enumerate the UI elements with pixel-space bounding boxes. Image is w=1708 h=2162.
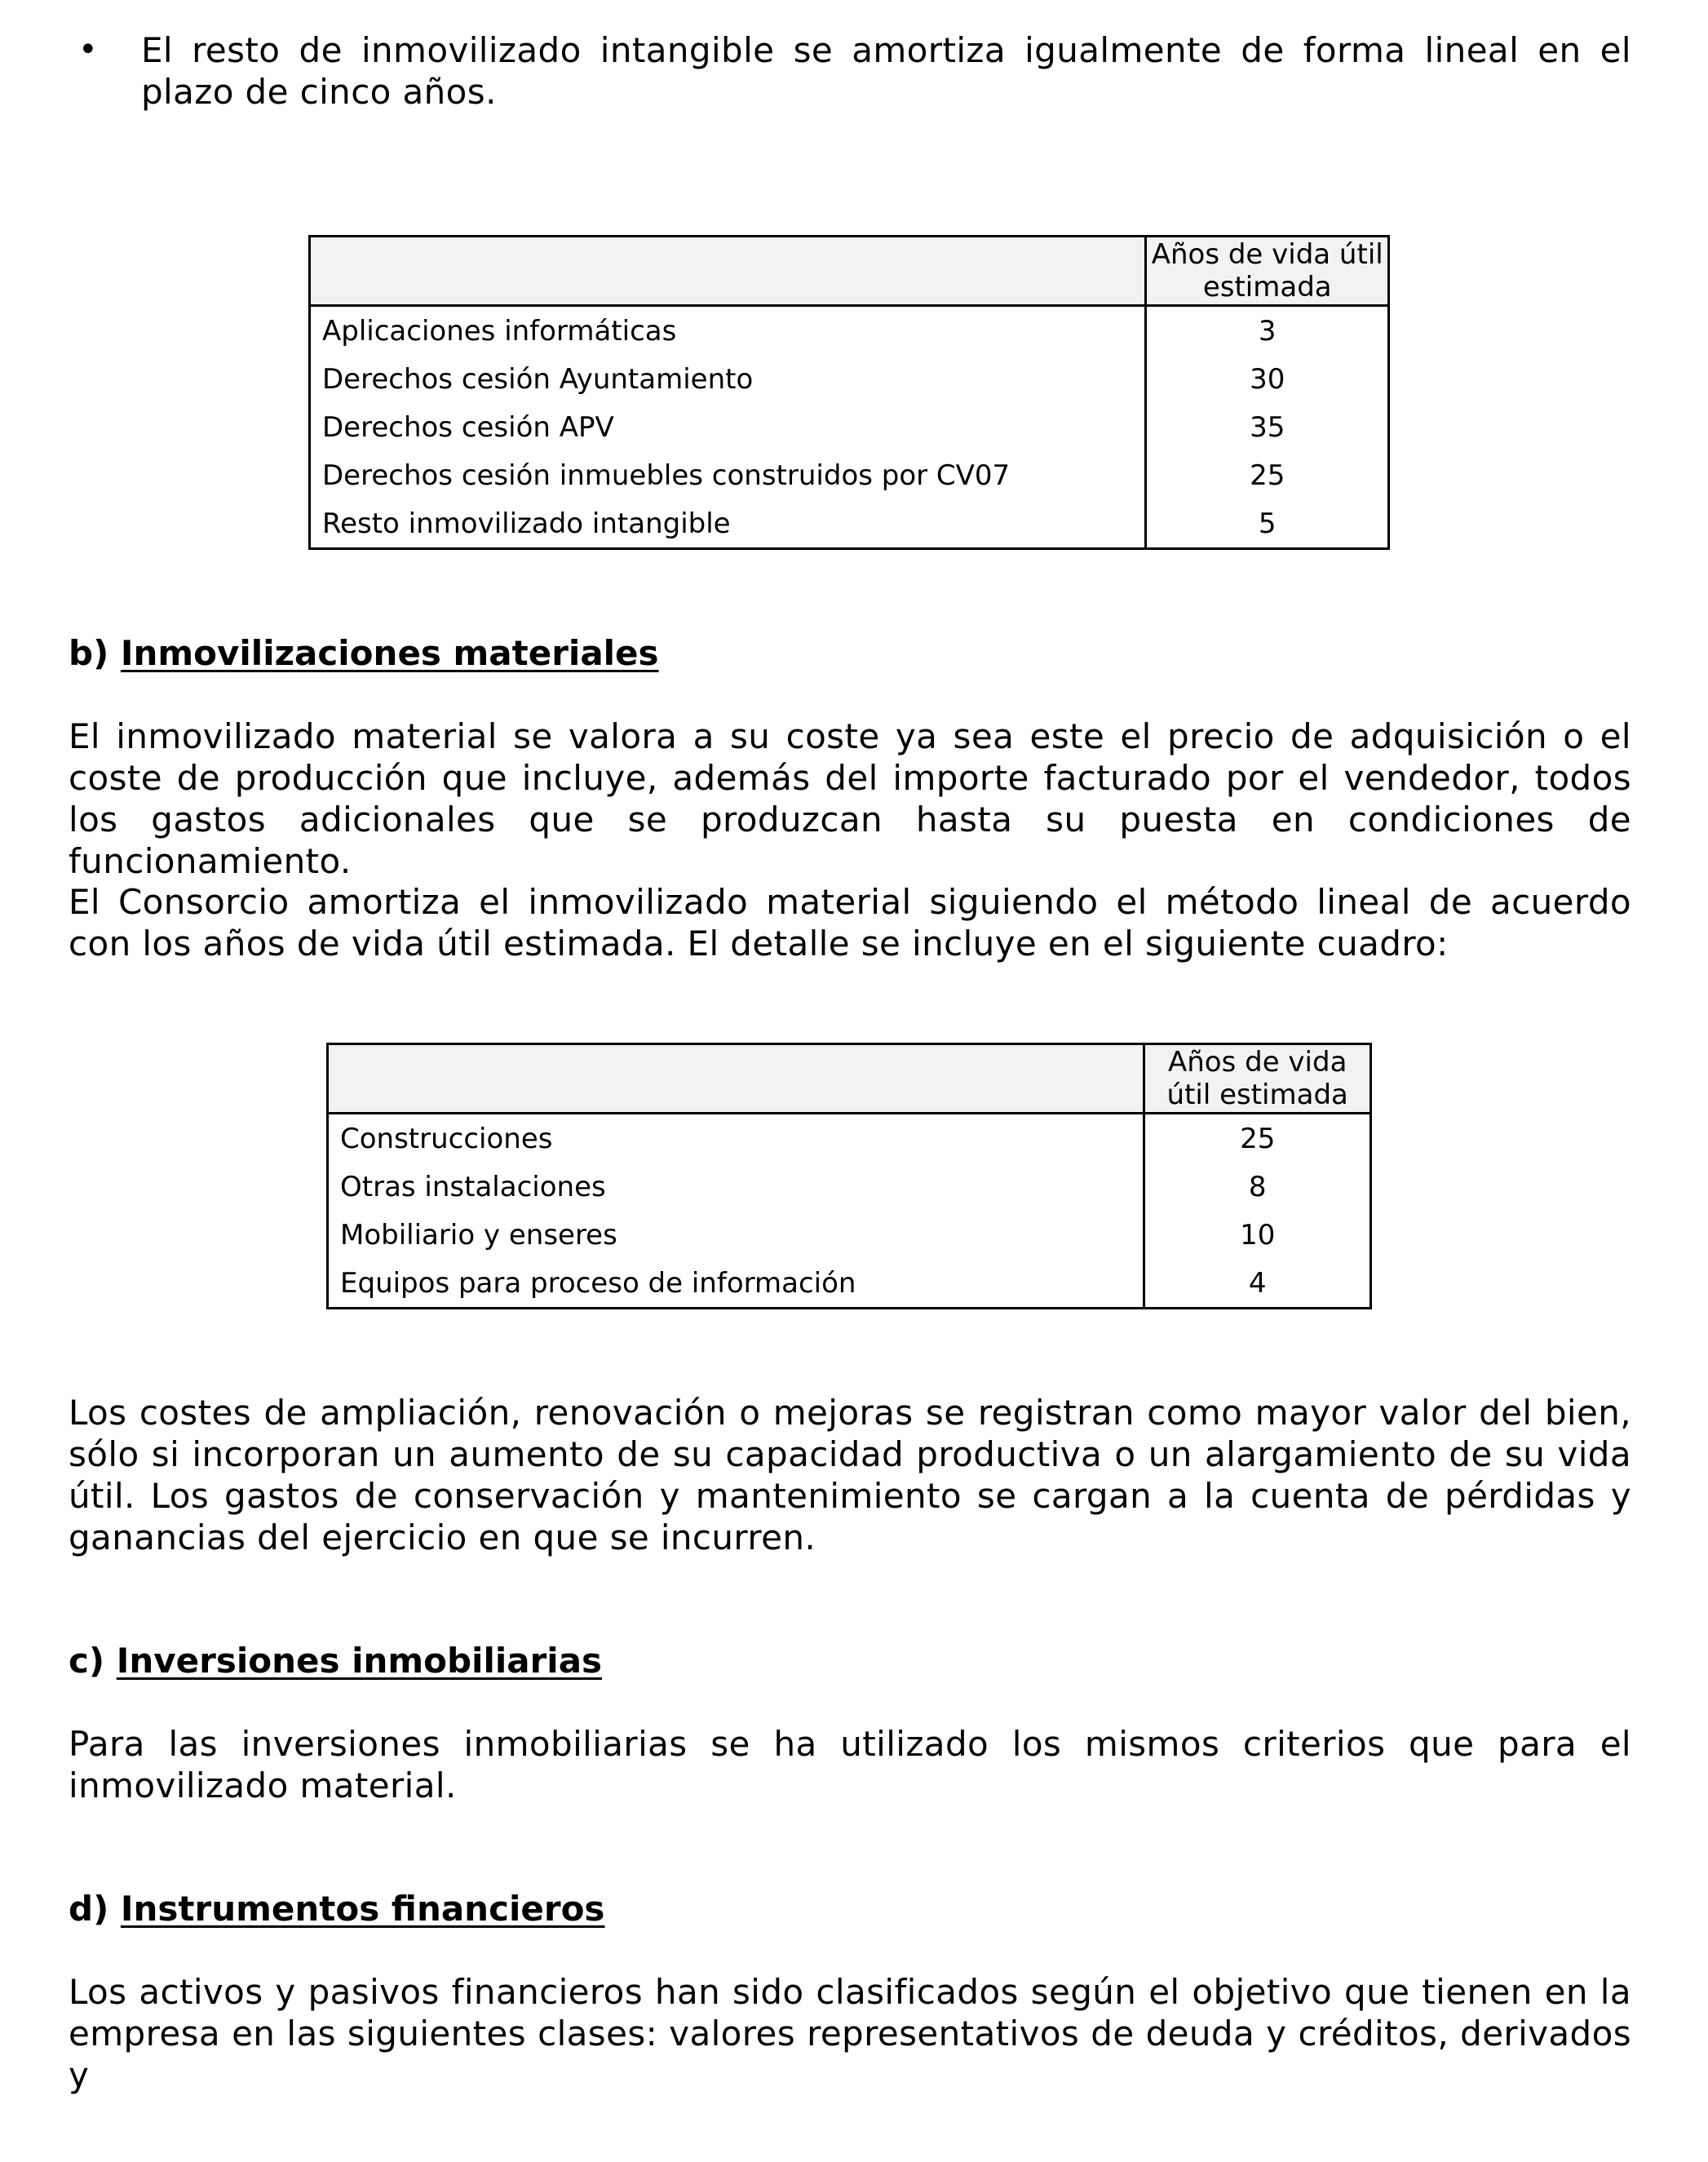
section-c-paragraph: Para las inversiones inmobiliarias se ha utilizado los mismos criterios que para el inmovilizado material. [69, 1724, 1631, 1805]
costes-paragraph: Los costes de ampliación, renovación o mejoras se registran como mayor valor del bien, sólo si incorporan un aumento de su capacidad productiva o un alargamiento de su vida útil. Los gastos de conservación y mantenimiento se cargan a la cuenta de pérdidas y ganancias del ejercicio en que se incurren. [69, 1393, 1631, 1557]
section-b-title: Inmovilizaciones materiales [120, 633, 659, 673]
row-label: Derechos cesión APV [310, 403, 1146, 451]
table-row [310, 451, 1389, 499]
table-row [328, 1114, 1371, 1163]
table-header-row [310, 237, 1389, 306]
row-label: Derechos cesión Ayuntamiento [310, 355, 1146, 403]
bullet-dot-icon: • [78, 31, 98, 69]
row-label: Mobiliario y enseres [328, 1211, 1144, 1259]
material-life-table [326, 1043, 1372, 1309]
row-label: Aplicaciones informáticas [310, 306, 1146, 356]
section-d-title: Instrumentos financieros [120, 1889, 605, 1929]
table-row [310, 403, 1389, 451]
section-d-paragraph: Los activos y pasivos financieros han sido clasificados según el objetivo que tienen en la empresa en las siguientes clases: valores representativos de deuda y créditos, derivados y [69, 1972, 1631, 2095]
section-b-paragraph-2: El Consorcio amortiza el inmovilizado material siguiendo el método lineal de acuerdo con los años de vida útil estimada. El detalle se incluye en el siguiente cuadro: [69, 882, 1631, 964]
row-value: 3 [1258, 314, 1277, 348]
intangible-life-table [308, 235, 1390, 550]
table-row [310, 499, 1389, 549]
table-header-empty [310, 237, 1146, 306]
row-value: 25 [1250, 459, 1285, 492]
row-label: Resto inmovilizado intangible [310, 499, 1146, 549]
row-label: Derechos cesión inmuebles construidos por CV07 [310, 451, 1146, 499]
section-c-heading [69, 1640, 602, 1681]
table-row [310, 355, 1389, 403]
section-d-prefix: d) [69, 1889, 109, 1929]
section-c-prefix: c) [69, 1641, 105, 1681]
table-row [328, 1163, 1371, 1211]
table-header-years: Años de vida útil estimada [1144, 1044, 1371, 1114]
table-header-row [328, 1044, 1371, 1114]
table-row [310, 306, 1389, 356]
row-value: 25 [1240, 1122, 1276, 1155]
section-b-prefix: b) [69, 633, 109, 673]
row-value: 5 [1258, 507, 1277, 540]
bullet-text: El resto de inmovilizado intangible se amortiza igualmente de forma lineal en el plazo de cinco años. [141, 30, 1631, 112]
row-value: 35 [1250, 410, 1285, 444]
row-value: 8 [1248, 1170, 1267, 1203]
table-row [328, 1259, 1371, 1309]
row-value: 4 [1248, 1266, 1267, 1300]
section-c-title: Inversiones inmobiliarias [116, 1641, 603, 1681]
row-label: Construcciones [328, 1114, 1144, 1163]
row-label: Otras instalaciones [328, 1163, 1144, 1211]
row-label: Equipos para proceso de información [328, 1259, 1144, 1309]
row-value: 10 [1240, 1218, 1276, 1252]
table-header-years: Años de vida útil estimada [1146, 237, 1389, 306]
row-value: 30 [1250, 362, 1285, 396]
table-header-empty [328, 1044, 1144, 1114]
section-d-heading [69, 1888, 604, 1929]
table-row [328, 1211, 1371, 1259]
section-b-heading [69, 632, 659, 674]
section-b-paragraph-1: El inmovilizado material se valora a su coste ya sea este el precio de adquisición o el coste de producción que incluye, además del importe facturado por el vendedor, todos los gastos adicionales que se produzcan hasta su puesta en condiciones de funcionamiento. [69, 716, 1631, 881]
